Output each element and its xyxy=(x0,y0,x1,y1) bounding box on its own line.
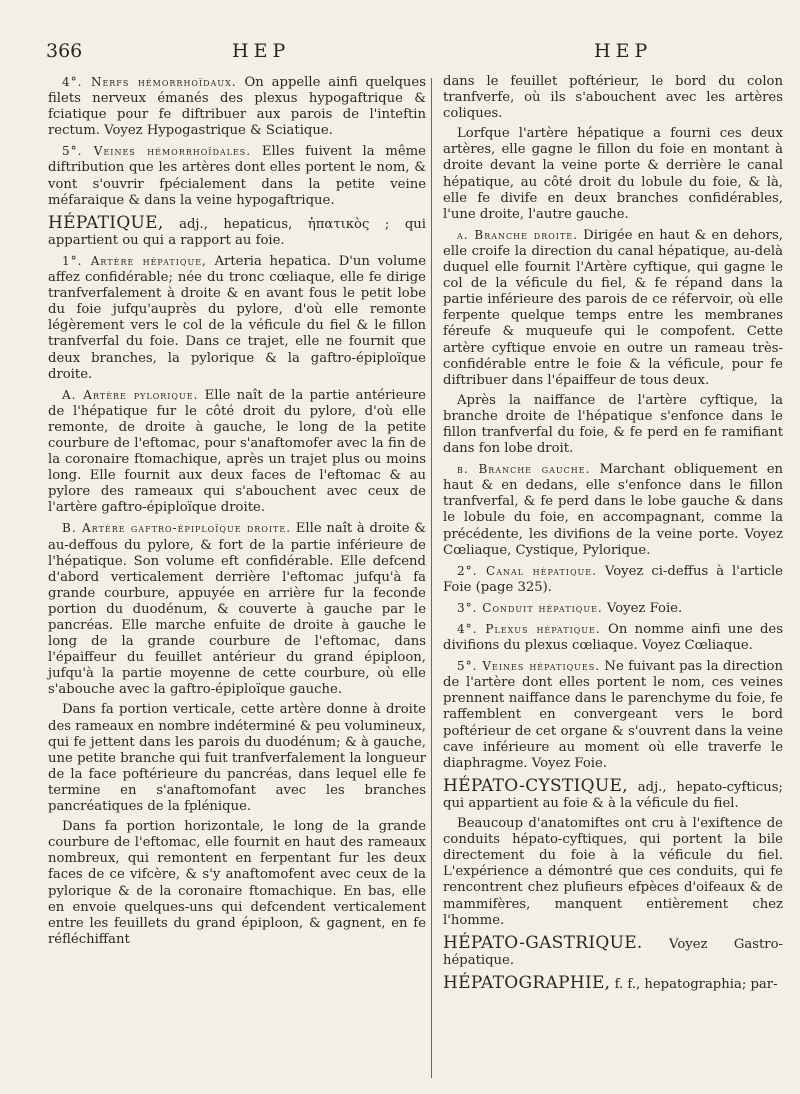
paragraph-text: Dans fa portion verticale, cette artère donne à droite des rameaux en nombre indéterminé & peu volumineux, qui fe jettent dans les parois du duodénum; & à gauche, une petite branche qui fuit tranfverfalement la longueur de la face poftérieure du pancréas, dans lequel elle fe termine en s'anaftomofant avec les branches pancréatiques de la fplénique. xyxy=(48,702,426,815)
paragraph-text: Marchant obliquement en haut & en dedans, elle s'enfonce dans le fillon tranfverfal, & fe perd dans le lobe gauche & dans le lobule du foie, en accompagnant, comme la précédente, les divifions de la veine porte. Voyez Cœliaque, Cystique, Pylorique. xyxy=(443,462,783,558)
entry-paragraph xyxy=(48,212,426,249)
paragraph-text: Voyez ci-deffus à l'article Foie (page 325). xyxy=(443,563,783,595)
subentry-lead: b. Branche gauche. xyxy=(457,462,591,477)
subentry-lead: A. Artère pylorique. xyxy=(62,387,199,402)
paragraph xyxy=(48,253,426,383)
paragraph xyxy=(443,600,783,617)
running-head-right: HEP xyxy=(594,40,653,62)
subentry-lead: a. Branche droite. xyxy=(457,227,578,242)
subentry-lead: 5°. Veines hépatiques. xyxy=(457,659,601,674)
paragraph xyxy=(443,393,783,457)
paragraph-text: f. f., hepatographia; par- xyxy=(610,976,778,992)
paragraph-text: Dans fa portion horizontale, le long de la grande courbure de l'eftomac, elle fournit en haut des rameaux nombreux, qui remontent en ferpentant fur les deux faces de ce vifcère, & s'y anaftomofent avec ceux de la pylorique & de la coronaire ftomachique. En bas, elle en envoie quelques-uns qui defcendent verticalement entre les feuillets du grand épiploon, & gagnent, en fe réfléchiffant xyxy=(48,819,426,947)
paragraph-text: Elle naît de la partie antérieure de l'hépatique fur le côté droit du pylore, d'où elle remonte, de droite à gauche, le long de la petite courbure de l'eftomac, pour s'anaftomofer avec la fin de la coronaire ftomachique, après un trajet plus ou moins long. Elle fournit aux deux faces de l'eftomac & au pylore des rameaux qui s'abouchent avec ceux de l'artère gaftro-épiploïque droite. xyxy=(48,387,426,516)
paragraph xyxy=(48,520,426,698)
paragraph xyxy=(48,143,426,208)
paragraph-text: Elles fuivent la même diftribution que les artères dont elles portent le nom, & vont s'ouvrir fpécialement dans la petite veine méfaraique & dans la veine hypogaftrique. xyxy=(48,144,426,208)
paragraph xyxy=(443,621,783,654)
entry-headword: HÉPATIQUE, xyxy=(48,212,164,233)
subentry-lead: 2°. Canal hépatique. xyxy=(457,563,597,578)
paragraph xyxy=(443,227,783,389)
paragraph xyxy=(48,387,426,517)
paragraph xyxy=(48,74,426,139)
paragraph-text: dans le feuillet poftérieur, le bord du colon tranfverfe, où ils s'abouchent avec les artères coliques. xyxy=(443,74,783,122)
paragraph xyxy=(443,74,783,122)
paragraph xyxy=(443,126,783,223)
left-column xyxy=(48,74,426,952)
paragraph xyxy=(443,816,783,929)
paragraph xyxy=(48,819,426,948)
paragraph xyxy=(443,461,783,559)
entry-headword: HÉPATO-GASTRIQUE. xyxy=(443,932,643,953)
subentry-lead: 4°. Nerfs hémorrhoïdaux. xyxy=(62,75,237,89)
subentry-lead: 3°. Conduit hépatique. xyxy=(457,600,603,615)
right-column xyxy=(443,74,783,997)
page-number: 366 xyxy=(46,40,83,62)
entry-paragraph xyxy=(443,932,783,969)
paragraph-text: Elle naît à droite & au-deffous du pylore, & fort de la partie inférieure de l'hépatique. Son volume eft confidérable. Elle defcend d'abord verticalement derrière l'eftomac jufqu'à fa grande courbure, appuyée en arrière fur la feconde portion du duodénum, & couverte à gauche par le pancréas. Elle marche enfuite de droite à gauche le long de la grande courbure de l'eftomac, dans l'épaiffeur du feuillet antérieur du grand épiploon, jufqu'à la partie moyenne de cette courbure, où elle s'abouche avec la gaftro-épiploïque gauche. xyxy=(48,521,426,698)
paragraph xyxy=(443,658,783,772)
subentry-lead: B. Artère gaftro-épiploïque droite. xyxy=(62,521,292,536)
paragraph-text: Voyez Gastro-hépatique. xyxy=(443,936,783,968)
page-header xyxy=(46,40,770,66)
subentry-lead: 1°. Artère hépatique, xyxy=(62,253,207,268)
paragraph-text: On nomme ainfi une des divifions du plexus cœliaque. Voyez Cœliaque. xyxy=(443,622,783,654)
paragraph-text: Beaucoup d'anatomiftes ont cru à l'exiftence de conduits hépato-cyftiques, qui portent la bile directement du foie à la véficule du fiel. L'expérience a démontré que ces conduits, qui fe rencontrent chez plufieurs efpèces d'oifeaux & de mammifères, manquent entièrement chez l'homme. xyxy=(443,816,783,928)
paragraph-text: On appelle ainfi quelques filets nerveux émanés des plexus hypogaftrique & fciatique pour fe diftribuer aux parois de l'inteftin rectum. Voyez Hypogastrique & Sciatique. xyxy=(48,75,426,139)
paragraph-text: Voyez Foie. xyxy=(602,600,683,616)
paragraph-text: Dirigée en haut & en dehors, elle croife la direction du canal hépatique, au-delà duquel elle fournit l'Artère cyftique, qui gagne le col de la véficule du fiel, & fe répand dans la partie inférieure des parois de ce réfervoir, où elle ferpente quelque temps entre les membranes féreufe & muqueufe qui le compofent. Cette artère cyftique envoie en outre un rameau très-confidérable entre le foie & la véficule, pour fe diftribuer dans l'épaiffeur de tous deux. xyxy=(443,227,783,388)
entry-paragraph xyxy=(443,775,783,812)
paragraph-text: Arteria hepatica. D'un volume affez confidérable; née du tronc cœliaque, elle fe dirige tranfverfalement à droite & en avant fous le petit lobe du foie jufqu'auprès du pylore, d'où elle remonte légèrement vers le col de la véficule du fiel & le fillon tranfverfal du foie. Dans ce trajet, elle ne fournit que deux branches, la pylorique & la gaftro-épiploïque droite. xyxy=(48,253,426,382)
paragraph-text: adj., hepaticus, ἡπατικὸς ; qui appartient ou qui a rapport au foie. xyxy=(48,216,426,248)
entry-headword: HÉPATOGRAPHIE, xyxy=(443,972,611,993)
paragraph-text: adj., hepato-cyfticus; qui appartient au foie & à la véficule du fiel. xyxy=(443,779,783,811)
column-divider xyxy=(431,78,432,1078)
subentry-lead: 4°. Plexus hépatique. xyxy=(457,622,601,636)
paragraph-text: Ne fuivant pas la direction de l'artère dont elles portent le nom, ces veines prennent naiffance dans le parenchyme du foie, fe raffemblent en convergeant vers le bord poftérieur de cet organe & s'ouvrent dans la veine cave inférieure au moment où elle traverfe le diaphragme. Voyez Foie. xyxy=(443,659,783,771)
paragraph xyxy=(48,702,426,815)
entry-paragraph xyxy=(443,972,783,993)
paragraph-text: Lorfque l'artère hépatique a fourni ces deux artères, elle gagne le fillon du foie en montant à droite devant la veine porte & derrière le canal hépatique, au côté droit du lobule du foie, & là, elle fe divife en deux branches confidérables, l'une droite, l'autre gauche. xyxy=(443,126,783,222)
subentry-lead: 5°. Veines hémorrhoïdales. xyxy=(62,144,252,159)
paragraph-text: Après la naiffance de l'artère cyftique, la branche droite de l'hépatique s'enfonce dans le fillon tranfverfal du foie, & fe perd en fe ramifiant dans fon lobe droit. xyxy=(443,392,783,457)
paragraph xyxy=(443,563,783,596)
entry-headword: HÉPATO-CYSTIQUE, xyxy=(443,775,628,796)
running-head-left: HEP xyxy=(232,40,291,62)
